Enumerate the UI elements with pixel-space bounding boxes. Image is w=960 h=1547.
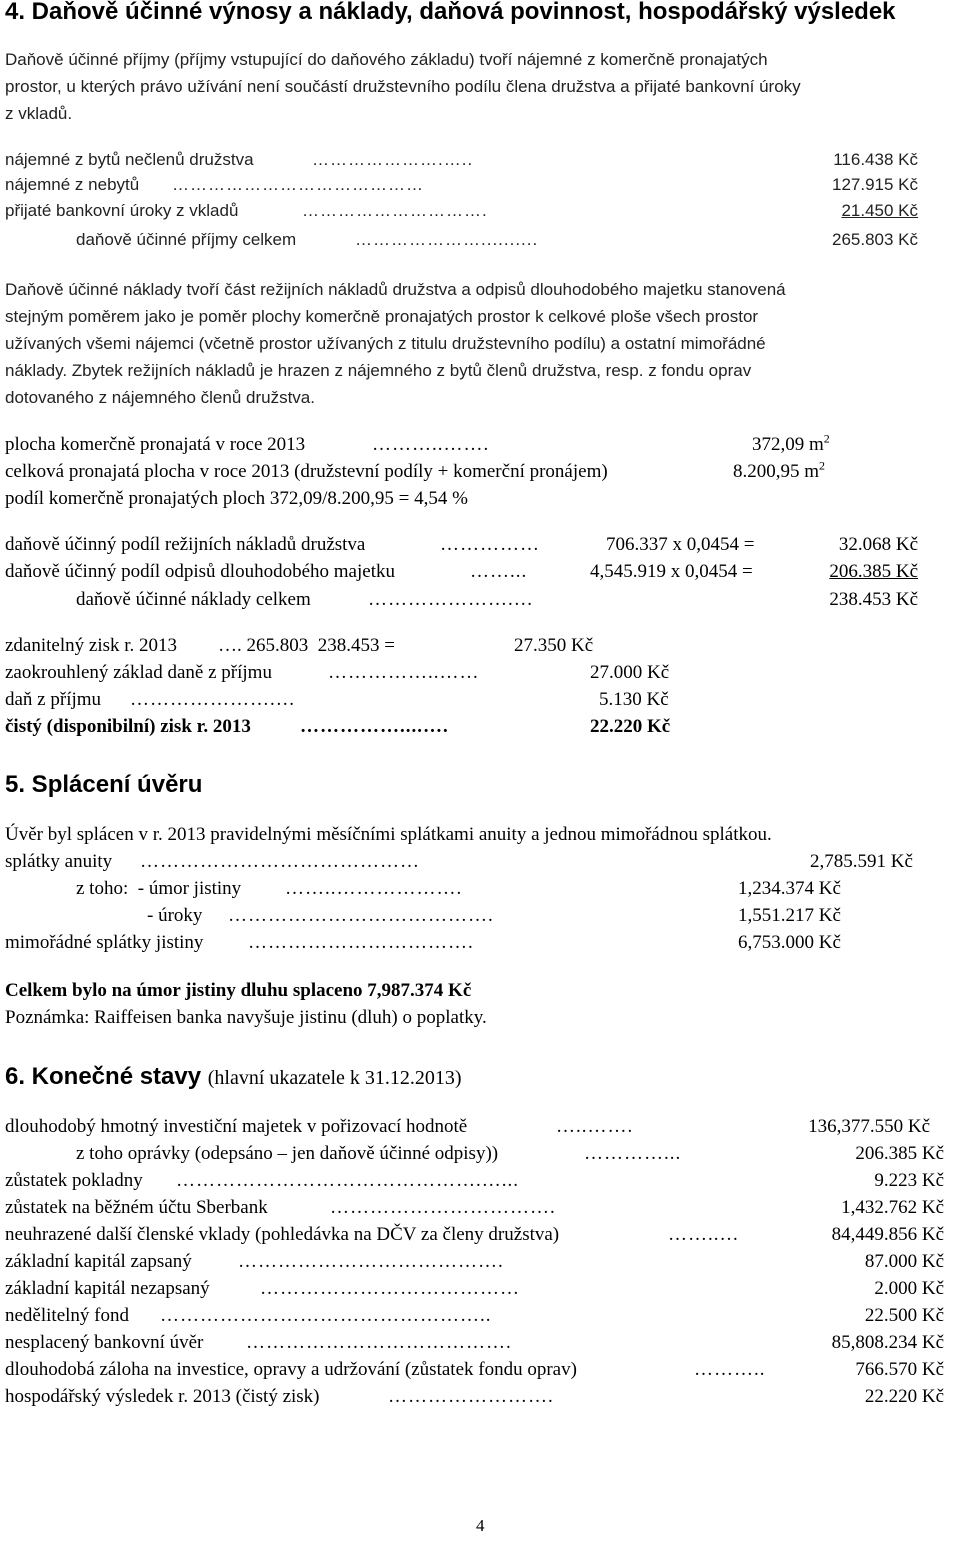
section-6-title: 6. Konečné stavy (hlavní ukazatele k 31.12.2013) [5, 1063, 462, 1090]
total-area-label: celková pronajatá plocha v roce 2013 (družstevní podíly + komerční pronájem) [5, 461, 608, 482]
leader-dots: ……………………………. [248, 932, 474, 953]
leader-dots: ……………..…… [328, 662, 480, 683]
income-label: nájemné z bytů nečlenů družstva [5, 150, 254, 169]
costs-text-line-3: užívaných všemi nájemci (včetně prostor užívaných z titulu družstevního podílu) a ostatní mimořádné [5, 334, 766, 353]
member-deposits-value: 84,449.856 Kč [831, 1224, 944, 1245]
income-tax-value: 5.130 Kč [599, 689, 669, 710]
cash-value: 9.223 Kč [874, 1170, 944, 1191]
net-result-label: hospodářský výsledek r. 2013 (čistý zisk) [5, 1386, 320, 1407]
income-label: přijaté bankovní úroky z vkladů [5, 201, 239, 220]
commercial-area-label: plocha komerčně pronajatá v roce 2013 [5, 434, 306, 455]
bank-account-value: 1,432.762 Kč [841, 1197, 944, 1218]
unregistered-capital-value: 2.000 Kč [874, 1278, 944, 1299]
page-number: 4 [476, 1516, 485, 1535]
costs-text-line-2: stejným poměrem jako je poměr plochy komerčně pronajatých prostor k celkové ploše všech prostor [5, 307, 759, 326]
loan-intro: Úvěr byl splácen v r. 2013 pravidelnými měsíčními splátkami anuity a jednou mimořádnou splátkou. [5, 824, 772, 845]
leader-dots: …………………………………. [238, 1251, 504, 1272]
leader-dots: ………………………………………….. [160, 1305, 492, 1326]
bank-loan-label: nesplacený bankovní úvěr [5, 1332, 204, 1353]
net-profit-label: čistý (disponibilní) zisk r. 2013 [5, 716, 251, 737]
repair-fund-label: dlouhodobá záloha na investice, opravy a udržování (zůstatek fondu oprav) [5, 1359, 577, 1380]
income-value: 127.915 Kč [831, 175, 918, 194]
extra-payment-value: 6,753.000 Kč [738, 932, 841, 953]
leader-dots: ……………....…. [300, 716, 449, 737]
depreciation-value: 206.385 Kč [829, 561, 918, 582]
leader-dots: …………………………. [302, 201, 488, 220]
commercial-area-value: 372,09 $m^2$ [752, 431, 830, 455]
net-result-value: 22.220 Kč [864, 1386, 944, 1407]
leader-dots: …………………………………… [140, 851, 420, 872]
overhead-value: 32.068 Kč [838, 534, 918, 555]
leader-dots: ……... [470, 561, 528, 582]
bank-loan-value: 85,808.234 Kč [831, 1332, 944, 1353]
leader-dots: …………………………………. [228, 905, 494, 926]
income-value: 21.450 Kč [841, 201, 918, 220]
leader-dots: ……………………. [388, 1386, 554, 1407]
net-profit-value: 22.220 Kč [590, 716, 671, 737]
loan-summary: Celkem bylo na úmor jistiny dluhu splaceno 7,987.374 Kč [5, 980, 472, 1001]
leader-dots: ……….. [694, 1359, 766, 1380]
area-share: podíl komerčně pronajatých ploch 372,09/8.200,95 = 4,54 % [5, 488, 468, 509]
member-deposits-label: neuhrazené další členské vklady (pohledávka na DČV za členy družstva) [5, 1224, 560, 1245]
section-4-title: 4. Daňově účinné výnosy a náklady, daňová povinnost, hospodářský výsledek [5, 0, 896, 25]
depreciation-calc: 4,545.919 x 0,0454 = [590, 561, 753, 582]
registered-capital-value: 87.000 Kč [864, 1251, 944, 1272]
principal-label: z toho: - úmor jistiny [76, 878, 242, 899]
income-value: 116.438 Kč [833, 150, 918, 169]
depreciation-total-value: 206.385 Kč [855, 1143, 944, 1164]
section-6-subtitle: (hlavní ukazatele k 31.12.2013) [207, 1067, 462, 1089]
leader-dots: …..……. [556, 1116, 634, 1137]
indivisible-fund-label: nedělitelný fond [5, 1305, 129, 1326]
annuity-value: 2,785.591 Kč [810, 851, 913, 872]
leader-dots: ………………….… [368, 589, 534, 610]
cash-label: zůstatek pokladny [5, 1170, 143, 1191]
annuity-label: splátky anuity [5, 851, 113, 872]
costs-text-line-1: Daňově účinné náklady tvoří část režijních nákladů družstva a odpisů dlouhodobého majetku stanovená [5, 280, 786, 299]
indivisible-fund-value: 22.500 Kč [864, 1305, 944, 1326]
registered-capital-label: základní kapitál zapsaný [5, 1251, 192, 1272]
loan-note: Poznámka: Raiffeisen banka navyšuje jistinu (dluh) o poplatky. [5, 1007, 487, 1028]
income-label: nájemné z nebytů [5, 175, 140, 194]
leader-dots: …………... [584, 1143, 682, 1164]
overhead-calc: 706.337 x 0,0454 = [606, 534, 755, 555]
leader-dots: ………………………………… [260, 1278, 520, 1299]
leader-dots: ………………….….. [312, 150, 474, 169]
taxable-profit-calc: …. 265.803 238.453 = [218, 635, 395, 656]
bank-account-label: zůstatek na běžném účtu Sberbank [5, 1197, 268, 1218]
interest-value: 1,551.217 Kč [738, 905, 841, 926]
total-area-value: 8.200,95 $m^2$ [733, 458, 826, 482]
costs-text-line-4: náklady. Zbytek režijních nákladů je hrazen z nájemného z bytů členů družstva, resp. z fondu oprav [5, 361, 752, 380]
income-intro-line-1: Daňově účinné příjmy (příjmy vstupující do daňového základu) tvoří nájemné z komerčně pronajatých [5, 50, 768, 69]
income-intro-line-3: z vkladů. [5, 104, 73, 123]
income-total-label: daňově účinné příjmy celkem [76, 230, 297, 249]
leader-dots: ……………………………………….…... [176, 1170, 519, 1191]
unregistered-capital-label: základní kapitál nezapsaný [5, 1278, 210, 1299]
overhead-share-label: daňově účinný podíl režijních nákladů družstva [5, 534, 366, 555]
repair-fund-value: 766.570 Kč [855, 1359, 944, 1380]
tax-base-label: zaokrouhlený základ daně z příjmu [5, 662, 272, 683]
tax-base-value: 27.000 Kč [590, 662, 670, 683]
leader-dots: ……………………………. [330, 1197, 556, 1218]
depreciation-total-label: z toho oprávky (odepsáno – jen daňově účinné odpisy)) [76, 1143, 499, 1164]
principal-value: 1,234.374 Kč [738, 878, 841, 899]
costs-total-label: daňově účinné náklady celkem [76, 589, 311, 610]
interest-label: - úroky [147, 905, 203, 926]
costs-total-value: 238.453 Kč [829, 589, 918, 610]
leader-dots: ………………….......... [355, 230, 539, 249]
leader-dots: ………………….… [130, 689, 296, 710]
income-intro-line-2: prostor, u kterých právo užívání není součástí družstevního podílu člena družstva a přijaté bankovní úroky [5, 77, 801, 96]
fixed-assets-value: 136,377.550 Kč [808, 1116, 930, 1137]
leader-dots: …………… [440, 534, 540, 555]
taxable-profit-label: zdanitelný zisk r. 2013 [5, 635, 178, 656]
leader-dots: ………..……. [372, 434, 490, 455]
leader-dots: ……..………………. [285, 878, 463, 899]
income-total-value: 265.803 Kč [831, 230, 918, 249]
leader-dots: …………………………………. [246, 1332, 512, 1353]
section-5-title: 5. Splácení úvěru [5, 771, 203, 798]
income-tax-label: daň z příjmu [5, 689, 102, 710]
leader-dots: …………………………………… [172, 175, 424, 194]
taxable-profit-value: 27.350 Kč [514, 635, 594, 656]
leader-dots: ……..… [668, 1224, 740, 1245]
fixed-assets-label: dlouhodobý hmotný investiční majetek v pořizovací hodnotě [5, 1116, 468, 1137]
extra-payment-label: mimořádné splátky jistiny [5, 932, 204, 953]
costs-text-line-5: dotovaného z nájemného členů družstva. [5, 388, 315, 407]
depreciation-share-label: daňově účinný podíl odpisů dlouhodobého majetku [5, 561, 395, 582]
